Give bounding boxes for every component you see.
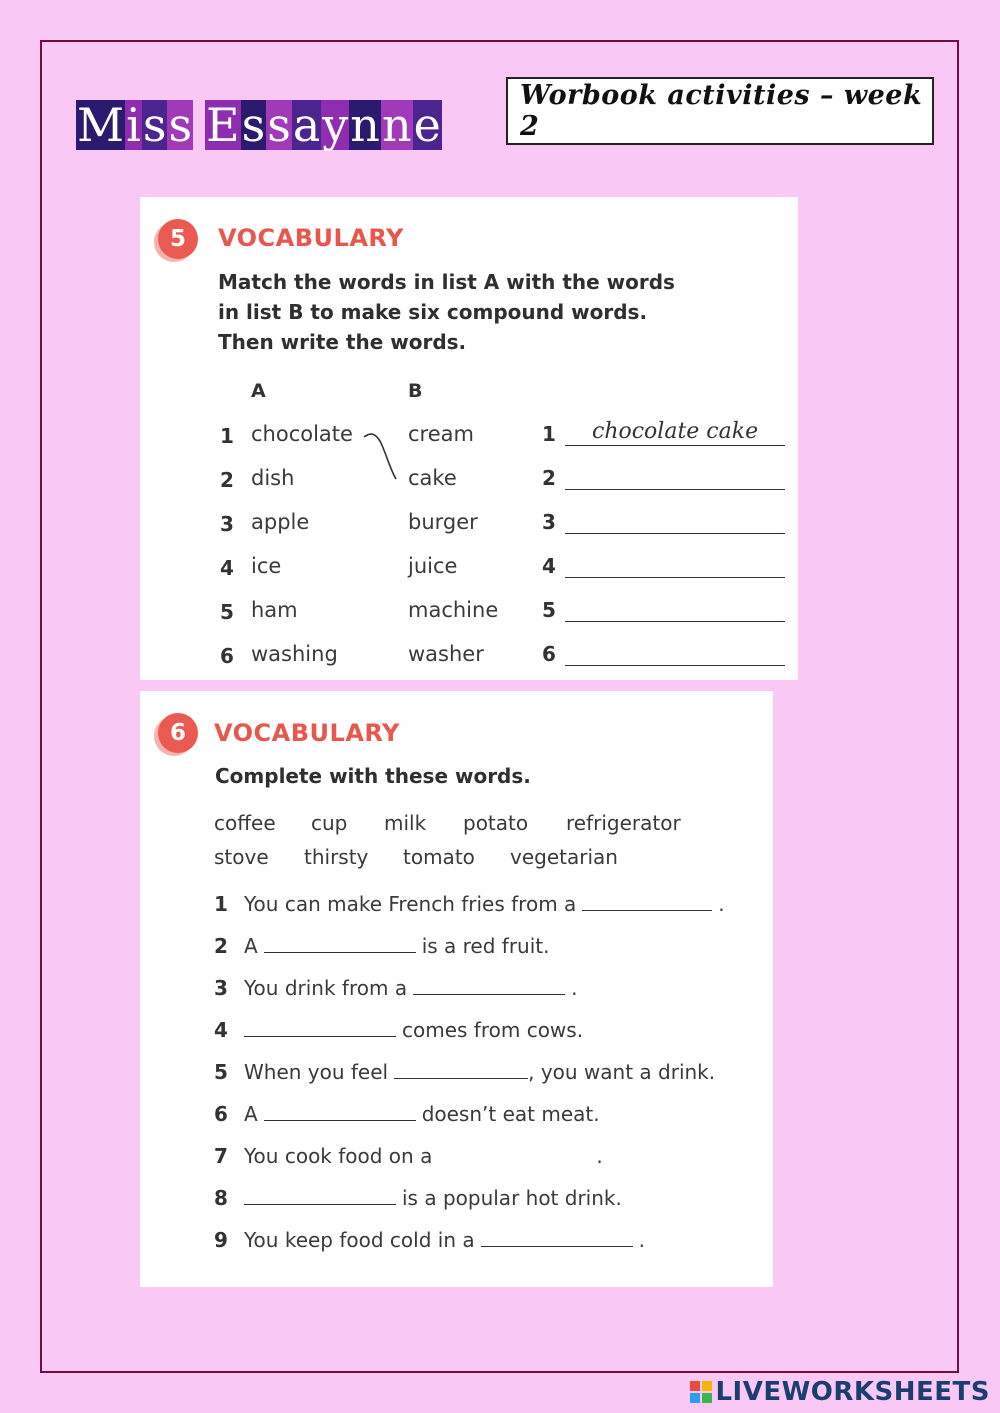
sentence — [214, 1018, 583, 1042]
answer-number: 6 — [542, 642, 556, 666]
sentence-before: You keep food cold in a — [244, 1228, 475, 1252]
sentence-before: When you feel — [244, 1060, 389, 1084]
sentence-before: You can make French fries from a — [244, 892, 577, 916]
brand-letter: e — [413, 98, 441, 152]
brand-word-2 — [205, 100, 442, 150]
sentence — [214, 976, 577, 1000]
exercise-title: VOCABULARY — [214, 719, 400, 747]
brand-letter: a — [292, 98, 321, 152]
answer-blank[interactable] — [413, 977, 565, 995]
list-b-word: cake — [408, 466, 457, 490]
answer-line[interactable] — [565, 577, 785, 578]
word-bank-item: vegetarian — [510, 845, 618, 869]
answer-blank[interactable] — [264, 1103, 416, 1121]
sentence-number: 6 — [214, 1102, 228, 1126]
sentence-number: 8 — [214, 1186, 228, 1210]
answer-blank[interactable] — [394, 1061, 528, 1079]
list-a-word: apple — [251, 510, 310, 534]
row-number: 2 — [220, 468, 234, 492]
brand-letter: s — [241, 98, 266, 152]
match-connector-line — [362, 427, 412, 487]
answer-line[interactable] — [565, 533, 785, 534]
brand-letter: M — [77, 98, 125, 152]
answer-blank[interactable] — [244, 1187, 396, 1205]
sentence — [214, 1102, 600, 1126]
brand-letter: s — [168, 98, 193, 152]
sentence-before: A — [244, 1102, 258, 1126]
sentence-number: 7 — [214, 1144, 228, 1168]
row-number: 6 — [220, 644, 234, 668]
row-number: 1 — [220, 424, 234, 448]
sentence-after: comes from cows. — [402, 1018, 584, 1042]
sentence-before: A — [244, 934, 258, 958]
brand-word-1 — [76, 100, 193, 150]
answer-number: 5 — [542, 598, 556, 622]
list-b-word: washer — [408, 642, 484, 666]
brand-letter: y — [322, 98, 349, 152]
sentence — [214, 1228, 645, 1252]
answer-line[interactable] — [565, 489, 785, 490]
sentence-number: 9 — [214, 1228, 228, 1252]
sentence — [214, 892, 725, 916]
list-b-word: machine — [408, 598, 499, 622]
brand-logo — [76, 80, 442, 150]
word-bank-item: tomato — [403, 845, 475, 869]
answer-number: 3 — [542, 510, 556, 534]
list-b-word: cream — [408, 422, 474, 446]
sentence-after: is a red fruit. — [421, 934, 550, 958]
word-bank-item: potato — [463, 811, 529, 835]
logo-square — [702, 1393, 712, 1403]
sentence-number: 2 — [214, 934, 228, 958]
answer-blank[interactable] — [438, 1145, 590, 1163]
sentence-after: doesn’t eat meat. — [421, 1102, 600, 1126]
brand-letter: s — [142, 98, 167, 152]
worksheet-title-box — [506, 77, 934, 145]
exercise-number-badge: 5 — [158, 219, 198, 259]
sentence-after: . — [718, 892, 725, 916]
sentence-after: . — [596, 1144, 603, 1168]
instruction-line: Then write the words. — [218, 330, 467, 354]
exercise-instructions: Complete with these words. — [215, 764, 531, 788]
sentence-before: You drink from a — [244, 976, 408, 1000]
word-bank-item: stove — [214, 845, 269, 869]
liveworksheets-icon — [690, 1381, 712, 1403]
sentence-after: , you want a drink. — [528, 1060, 716, 1084]
list-a-word: chocolate — [251, 422, 353, 446]
sentence — [214, 1186, 622, 1210]
brand-letter: n — [381, 98, 412, 152]
list-a-word: ice — [251, 554, 282, 578]
sentence-number: 1 — [214, 892, 228, 916]
answer-number: 2 — [542, 466, 556, 490]
logo-square — [702, 1381, 712, 1391]
exercise-6-panel — [140, 691, 773, 1287]
answer-blank[interactable] — [244, 1019, 396, 1037]
sentence-number: 3 — [214, 976, 228, 1000]
row-number: 3 — [220, 512, 234, 536]
brand-letter: i — [126, 98, 141, 152]
sentence-after: is a popular hot drink. — [402, 1186, 622, 1210]
list-b-word: juice — [408, 554, 458, 578]
word-bank-item: coffee — [214, 811, 276, 835]
word-bank-item: refrigerator — [566, 811, 681, 835]
answer-blank[interactable] — [582, 893, 712, 911]
instruction-line: in list B to make six compound words. — [218, 300, 648, 324]
answer-line[interactable] — [565, 445, 785, 446]
list-a-word: dish — [251, 466, 295, 490]
brand-letter: s — [267, 98, 291, 152]
liveworksheets-wordmark: LIVEWORKSHEETS — [715, 1377, 990, 1407]
sentence-after: . — [638, 1228, 645, 1252]
exercise-instructions — [218, 267, 675, 357]
list-a-word: ham — [251, 598, 298, 622]
answer-text: chocolate cake — [592, 419, 759, 444]
sentence — [214, 1144, 603, 1168]
list-b-word: burger — [408, 510, 478, 534]
answer-number: 4 — [542, 554, 556, 578]
sentence — [214, 934, 549, 958]
answer-number: 1 — [542, 422, 556, 446]
row-number: 4 — [220, 556, 234, 580]
exercise-title: VOCABULARY — [218, 224, 404, 252]
sentence — [214, 1060, 715, 1084]
sentence-number: 5 — [214, 1060, 228, 1084]
word-bank-item: thirsty — [304, 845, 369, 869]
row-number: 5 — [220, 600, 234, 624]
logo-square — [690, 1381, 700, 1391]
sentence-number: 4 — [214, 1018, 228, 1042]
sentence-before: You cook food on a — [244, 1144, 433, 1168]
exercise-5-panel — [140, 197, 798, 680]
sentence-after: . — [571, 976, 578, 1000]
column-a-heading: A — [251, 380, 266, 402]
instruction-line: Match the words in list A with the words — [218, 270, 675, 294]
answer-line[interactable] — [565, 665, 785, 666]
brand-letter: n — [350, 98, 380, 152]
brand-letter: E — [206, 98, 240, 152]
exercise-number-badge: 6 — [158, 713, 198, 753]
column-b-heading: B — [408, 380, 423, 402]
answer-blank[interactable] — [481, 1229, 633, 1247]
liveworksheets-logo — [690, 1377, 990, 1407]
answer-blank[interactable] — [264, 935, 416, 953]
word-bank-item: milk — [384, 811, 427, 835]
logo-square — [690, 1393, 700, 1403]
word-bank-item: cup — [311, 811, 348, 835]
worksheet-title: Worbook activities – week 2 — [520, 80, 923, 142]
list-a-word: washing — [251, 642, 338, 666]
answer-line[interactable] — [565, 621, 785, 622]
